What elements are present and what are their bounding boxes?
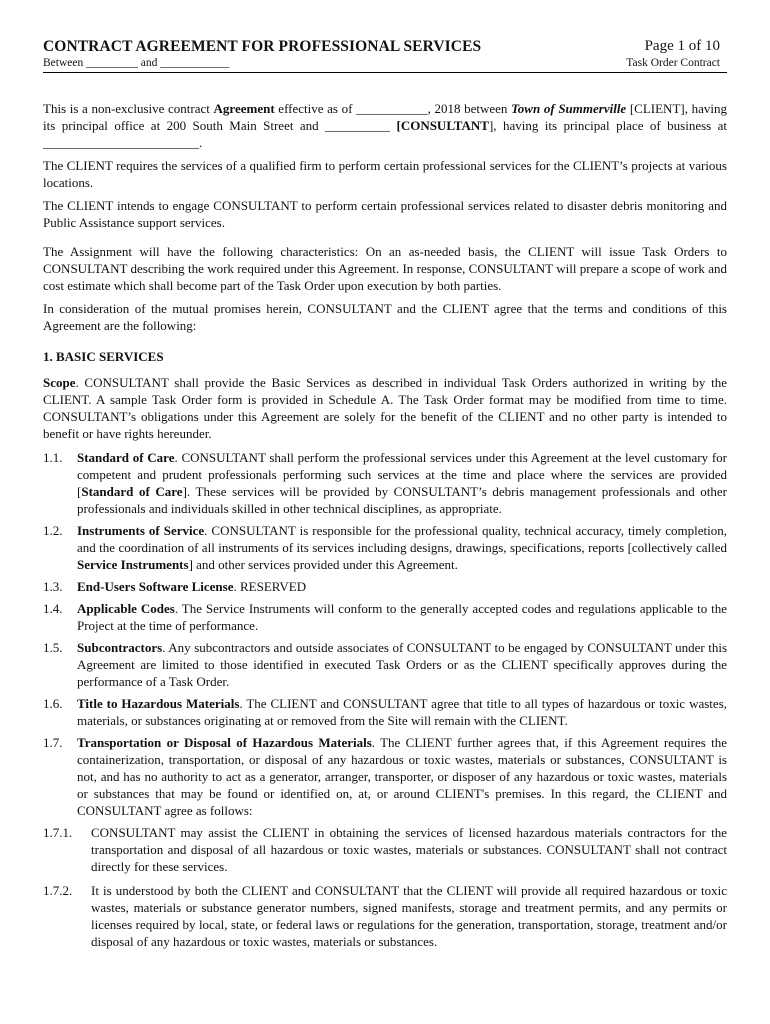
intro-text: [CLIENT], having its principal office at 200 South Main Street and __________ xyxy=(43,101,727,133)
scope-paragraph xyxy=(43,374,727,442)
clause-label: Subcontractors xyxy=(77,640,163,655)
clause-body: . CONSULTANT is responsible for the professional quality, technical accuracy, timely completion, and the coordination of all instruments of its services including designs, drawings, specifications, reports [collectively called xyxy=(77,523,728,555)
clause-text: CONSULTANT may assist the CLIENT in obtaining the services of licensed hazardous materials contractors for the transportation and disposal of all hazardous or toxic wastes, materials or substances. CONSULTANT shall not contract directly for these services. xyxy=(91,825,727,874)
clause-label: Standard of Care xyxy=(77,450,175,465)
clause-defined-term: Service Instruments xyxy=(77,557,189,572)
clause-label: Applicable Codes xyxy=(77,601,175,616)
clause-body: . RESERVED xyxy=(233,579,307,594)
page-number: Page 1 of 10 xyxy=(644,38,720,54)
clause-1-7 xyxy=(43,734,727,819)
intro-text: This is a non-exclusive contract xyxy=(43,101,214,116)
document-title: CONTRACT AGREEMENT FOR PROFESSIONAL SERVICES xyxy=(43,38,482,55)
consultant-term: [CONSULTANT xyxy=(396,118,489,133)
clause-1-6 xyxy=(43,695,727,729)
clause-text xyxy=(77,578,727,595)
clause-1-1 xyxy=(43,449,727,517)
section-heading: 1. BASIC SERVICES xyxy=(43,349,164,364)
clause-number: 1.7.1. xyxy=(43,825,73,840)
clause-number: 1.7. xyxy=(43,735,63,750)
clause-text xyxy=(77,522,727,573)
clause-body: . The CLIENT further agrees that, if this Agreement requires the containerization, transportation, or disposal of any hazardous or toxic wastes, materials or substances, CONSULTANT is not, and has no authority to act as a generator, arranger, transporter, or disposer of any hazardous or toxic wastes, materials or substances that may be found or identified on, at, or around CLIENT's premises. In this regard, the CLIENT and CONSULTANT agree as follows: xyxy=(77,735,727,818)
clause-number: 1.1. xyxy=(43,450,63,465)
header-divider xyxy=(43,72,727,73)
clause-1-4 xyxy=(43,600,727,634)
parties-line: Between _________ and ____________ xyxy=(43,57,230,69)
clause-number: 1.4. xyxy=(43,601,63,616)
clause-number: 1.7.2. xyxy=(43,883,73,898)
clause-number: 1.6. xyxy=(43,696,63,711)
scope-text: . CONSULTANT shall provide the Basic Services as described in individual Task Orders authorized in writing by the CLIENT. A sample Task Order form is provided in Schedule A. The Task Order format may be modified from time to time. CONSULTANT’s obligations under this Agreement are solely for the benefit of the CLIENT and no other party is intended to benefit or have rights hereunder. xyxy=(43,375,727,441)
paragraph-consideration: In consideration of the mutual promises herein, CONSULTANT and the CLIENT agree that the terms and conditions of this Agreement are the following: xyxy=(43,301,727,333)
clause-1-2 xyxy=(43,522,727,573)
clause-label: End-Users Software License xyxy=(77,579,234,594)
clause-text xyxy=(77,600,727,634)
clause-1-5 xyxy=(43,639,727,690)
clause-text xyxy=(77,449,727,517)
clause-text xyxy=(77,734,727,819)
clause-body: . The Service Instruments will conform to the generally accepted codes and regulations applicable to the Project at the time of performance. xyxy=(77,601,728,633)
page-subheader xyxy=(43,57,727,72)
clause-body: . CONSULTANT shall perform the professional services under this Agreement at the level customary for competent and prudent professionals performing such services at the time and place where the services are provided [ xyxy=(77,450,727,499)
intro-text: effective as of ___________, 2018 between xyxy=(274,101,512,116)
clause-text xyxy=(77,639,727,690)
agreement-term: Agreement xyxy=(213,101,275,116)
intro-paragraph xyxy=(43,100,727,151)
clause-text: It is understood by both the CLIENT and CONSULTANT that the CLIENT will provide all required hazardous or toxic wastes, materials or substance generator numbers, signed manifests, storage and treatment permits, and any permits or licenses required by local, state, or federal laws or regulations for the generation, transportation, storage, treatment and/or disposal of any hazardous or toxic wastes, materials or substances. xyxy=(91,883,727,949)
clause-body: . The CLIENT and CONSULTANT agree that title to all types of hazardous or toxic wastes, materials, or substances originating at or removed from the Site will remain with the CLIENT. xyxy=(77,696,727,728)
clause-number: 1.5. xyxy=(43,640,63,655)
clause-1-3 xyxy=(43,578,727,595)
clause-number: 1.2. xyxy=(43,523,63,538)
clause-1-7-2 xyxy=(43,882,727,950)
clause-label: Instruments of Service xyxy=(77,523,205,538)
document-type: Task Order Contract xyxy=(626,57,720,69)
paragraph-client-requires: The CLIENT requires the services of a qualified firm to perform certain professional services for the CLIENT’s projects at various locations. xyxy=(43,158,727,190)
clause-label: Title to Hazardous Materials xyxy=(77,696,240,711)
clause-body: . Any subcontractors and outside associates of CONSULTANT to be engaged by CONSULTANT under this Agreement are limited to those identified in executed Task Orders or as the CLIENT specifically approves during the performance of a Task Order. xyxy=(77,640,727,689)
clause-defined-term: Standard of Care xyxy=(81,484,183,499)
scope-label: Scope xyxy=(43,375,76,390)
clause-label: Transportation or Disposal of Hazardous Materials xyxy=(77,735,372,750)
paragraph-client-intends: The CLIENT intends to engage CONSULTANT to perform certain professional services related to disaster debris monitoring and Public Assistance support services. xyxy=(43,198,727,230)
intro-text: ], having its principal place of business at ________________________. xyxy=(43,118,728,150)
client-name: Town of Summerville xyxy=(511,101,627,116)
page-header xyxy=(43,38,727,58)
document-body xyxy=(43,100,727,955)
clause-body: ] and other services provided under this Agreement. xyxy=(188,557,458,572)
clause-body: ]. These services will be provided by CONSULTANT’s debris management professionals and other professionals and individuals skilled in other technical disciplines, as appropriate. xyxy=(77,484,728,516)
paragraph-assignment: The Assignment will have the following characteristics: On an as-needed basis, the CLIENT will issue Task Orders to CONSULTANT describing the work required under this Agreement. In response, CONSULTANT will prepare a scope of work and cost estimate which shall become part of the Task Order upon execution by both parties. xyxy=(43,244,727,293)
clause-1-7-1 xyxy=(43,824,727,875)
clause-number: 1.3. xyxy=(43,579,63,594)
clause-text xyxy=(77,695,727,729)
